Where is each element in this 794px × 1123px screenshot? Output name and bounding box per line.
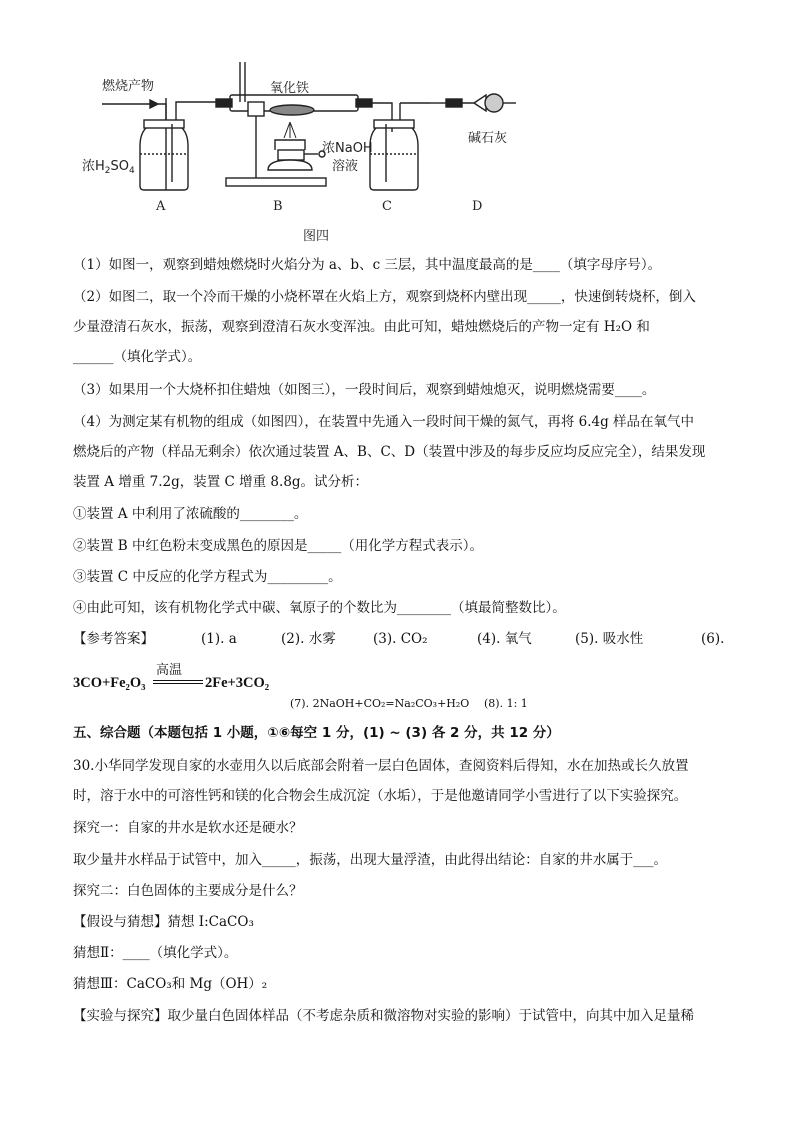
- explore-1-title: 探究一：自家的井水是软水还是硬水？: [73, 820, 303, 836]
- question-2-line1: （2）如图二，取一个冷而干燥的小烧杯罩在火焰上方，观察到烧杯内壁出现_____，快速倒转烧杯，倒入: [73, 289, 696, 305]
- explore-2-title: 探究二：白色固体的主要成分是什么？: [73, 883, 303, 899]
- section5-p1-line1: 30.小华同学发现自家的水壶用久以后底部会附着一层白色固体，查阅资料后得知，水在加热或长久放置: [73, 758, 689, 774]
- question-4-line3: 装置 A 增重 7.2g，装置 C 增重 8.8g。试分析：: [73, 474, 369, 490]
- section5-p1-line2: 时，溶于水中的可溶性钙和镁的化合物会生成沉淀（水垢），于是他邀请同学小雪进行了以下实验探究。: [73, 788, 688, 804]
- label-a: A: [156, 199, 166, 214]
- explore-1-text: 取少量井水样品于试管中，加入_____，振荡，出现大量浮渣，由此得出结论：自家的井水属于___。: [73, 852, 667, 868]
- answer-5: (5). 吸水性: [575, 631, 644, 647]
- answer-6: (6).: [701, 631, 725, 647]
- answer-1: (1). a: [201, 631, 237, 647]
- figure-caption: 图四: [303, 229, 330, 244]
- section-5-heading: 五、综合题（本题包括 1 小题，①⑥每空 1 分，(1) ~ (3) 各 2 分，共 12 分）: [73, 725, 560, 741]
- label-product: 燃烧产物: [102, 79, 155, 94]
- question-1: （1）如图一，观察到蜡烛燃烧时火焰分为 a、b、c 三层，其中温度最高的是____（填字母序号）。: [73, 257, 662, 273]
- label-d: D: [472, 199, 483, 214]
- question-2-line2: 少量澄清石灰水，振荡，观察到澄清石灰水变浑浊。由此可知，蜡烛燃烧后的产物一定有 H₂O 和: [73, 319, 650, 335]
- label-h2so4: 浓$H_2SO_4$: [82, 159, 135, 176]
- question-4-part3: ③装置 C 中反应的化学方程式为_________。: [73, 569, 342, 585]
- hypothesis-2: 猜想Ⅱ：____（填化学式）。: [73, 945, 238, 961]
- label-soda-lime: 碱石灰: [468, 131, 508, 146]
- label-c: C: [382, 199, 392, 214]
- hypothesis-3: 猜想Ⅲ：CaCO₃和 Mg（OH）₂: [73, 976, 268, 992]
- question-2-line3: ______（填化学式）。: [73, 349, 202, 365]
- answer-3: (3). CO₂: [373, 631, 428, 647]
- apparatus-figure: [70, 62, 540, 247]
- experiment-text: 【实验与探究】取少量白色固体样品（不考虑杂质和微溶物对实验的影响）于试管中，向其中加入足量稀: [73, 1008, 694, 1024]
- question-4-part2: ②装置 B 中红色粉末变成黑色的原因是_____（用化学方程式表示）。: [73, 538, 484, 554]
- label-b: B: [273, 199, 283, 214]
- label-naoh-2: 溶液: [332, 159, 359, 174]
- equation-lhs: 3CO+Fe₂O₃: [73, 675, 146, 691]
- equation-iron-oxide: [73, 663, 273, 697]
- equation-rhs: 2Fe+3CO₂: [205, 675, 270, 691]
- equation-bar: [153, 680, 203, 681]
- label-iron-oxide: 氧化铁: [270, 81, 310, 96]
- hypothesis-title: 【假设与猜想】猜想 I:CaCO₃: [73, 914, 254, 930]
- answer-7: (7). 2NaOH+CO₂=Na₂CO₃+H₂O: [290, 697, 470, 710]
- question-4-line2: 燃烧后的产物（样品无剩余）依次通过装置 A、B、C、D（装置中涉及的每步反应均反应完全），结果发现: [73, 444, 706, 460]
- label-naoh-1: 浓NaOH: [322, 141, 373, 156]
- equation-bar: [153, 683, 203, 684]
- equation-condition: 高温: [156, 663, 183, 678]
- answer-4: (4). 氧气: [477, 631, 532, 647]
- question-3: （3）如果用一个大烧杯扣住蜡烛（如图三），一段时间后，观察到蜡烛熄灭，说明燃烧需要____。: [73, 382, 656, 398]
- question-4-part1: ①装置 A 中利用了浓硫酸的________。: [73, 506, 308, 522]
- question-4-line1: （4）为测定某有机物的组成（如图四），在装置中先通入一段时间干燥的氮气，再将 6.4g 样品在氧气中: [73, 414, 695, 430]
- apparatus-diagram: [70, 62, 540, 247]
- question-4-part4: ④由此可知，该有机物化学式中碳、氧原子的个数比为________（填最简整数比）。: [73, 600, 566, 616]
- answer-8: (8). 1: 1: [484, 697, 528, 710]
- answer-title: 【参考答案】: [73, 631, 154, 647]
- answer-2: (2). 水雾: [281, 631, 336, 647]
